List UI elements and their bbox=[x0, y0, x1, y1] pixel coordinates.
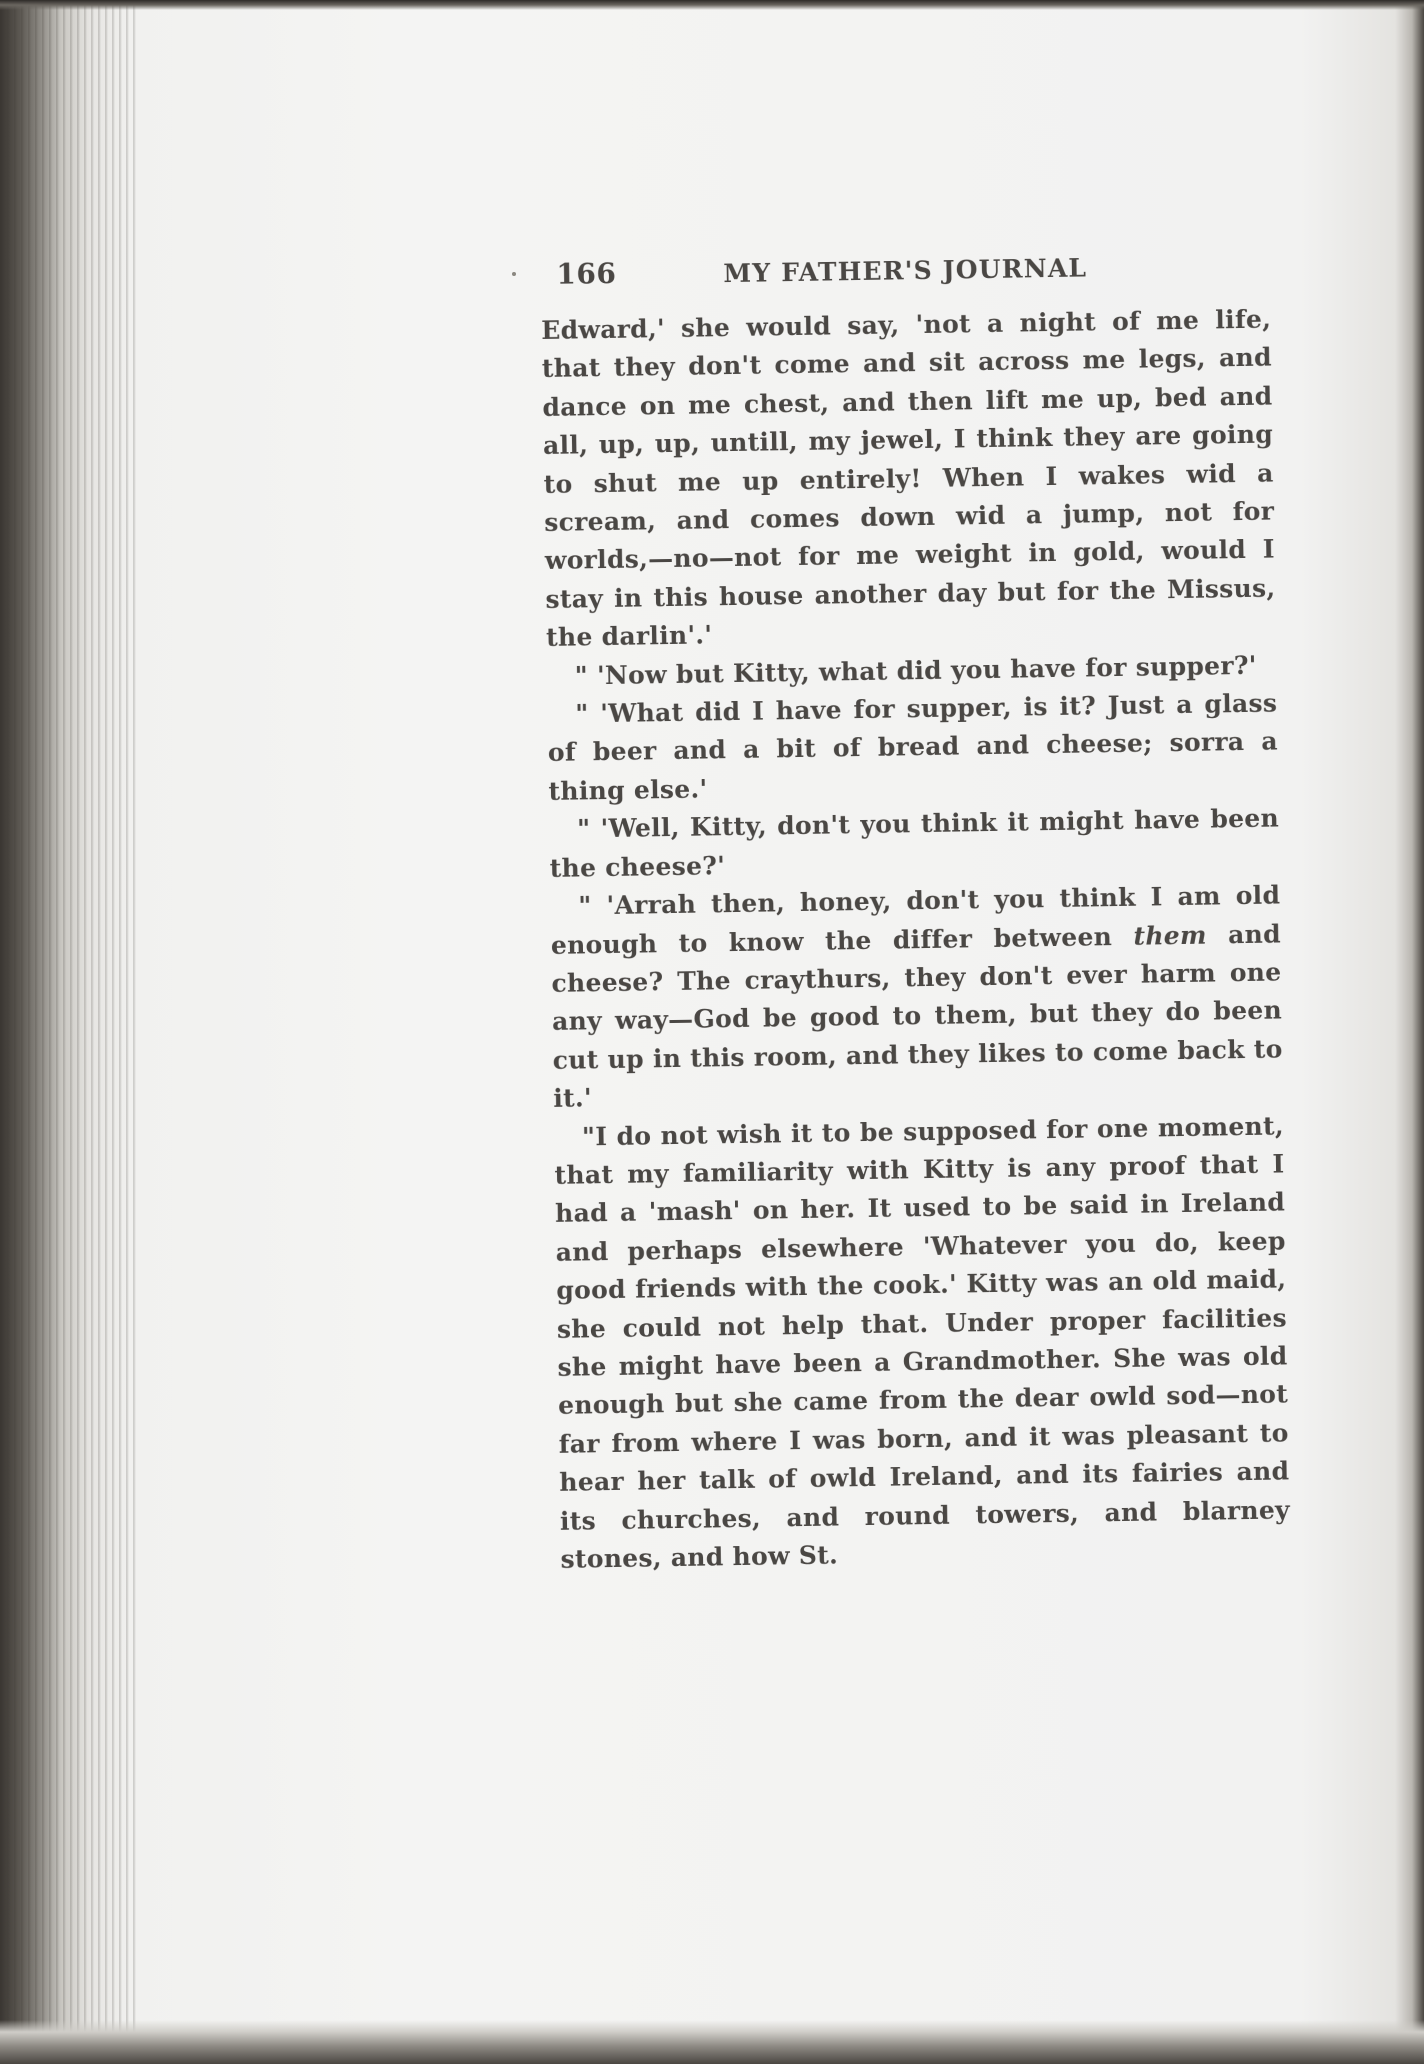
paragraph-5-emphasis: them bbox=[1133, 920, 1207, 951]
page-text-block bbox=[540, 239, 1291, 1580]
paragraph-2: " 'Now but Kitty, what did you have for supper?' bbox=[574, 650, 1257, 691]
paragraph-4: " 'Well, Kitty, don't you think it might have been the cheese?' bbox=[549, 803, 1280, 883]
paragraph-1: Edward,' she would say, 'not a night of me life, that they don't come and sit across me legs, and dance on me chest, and then lift me up, bed and all, up, up, untill, my jewel, I think they are going to shut me up entirely! When I wakes wid a scream, and comes down wid a jump, not for worlds,—no—not for me weight in gold, would I stay in this house another day but for the Missus, the darlin'.' bbox=[541, 304, 1276, 653]
page-edges-texture bbox=[0, 0, 140, 2064]
paragraph-5 bbox=[550, 877, 1284, 1119]
page-number: 166 bbox=[556, 256, 617, 291]
body-text bbox=[541, 301, 1291, 1580]
paragraph-5-before: " 'Arrah then, honey, don't you think I am old enough to know the differ between bbox=[550, 880, 1281, 960]
paragraph-6: "I do not wish it to be supposed for one moment, that my familiarity with Kitty is any proof that I had a 'mash' on her. It used to be said in Ireland and perhaps elsewhere 'Whatever you do, keep good friends with the cook.' Kitty was an old maid, she could not help that. Under proper facilities she might have been a Grandmother. She was old enough but she came from the dear owld sod—not far from where I was born, and it was pleasant to hear her talk of owld Ireland, and its fairies and its churches, and round towers, and blarney stones, and how St. bbox=[554, 1110, 1291, 1574]
running-title: MY FATHER'S JOURNAL bbox=[723, 253, 1088, 289]
paragraph-3: " 'What did I have for supper, is it? Just a glass of beer and a bit of bread and cheese; sorra a thing else.' bbox=[547, 688, 1279, 806]
running-head bbox=[540, 239, 1271, 312]
paragraph-5-after: and cheese? The craythurs, they don't ever harm one any way—God be good to them, but they do been cut up in this room, and they likes to come back to it.' bbox=[551, 918, 1283, 1114]
bottom-edge-shadow bbox=[0, 2020, 1424, 2064]
stray-mark bbox=[512, 272, 516, 276]
top-edge-shadow bbox=[0, 0, 1424, 10]
